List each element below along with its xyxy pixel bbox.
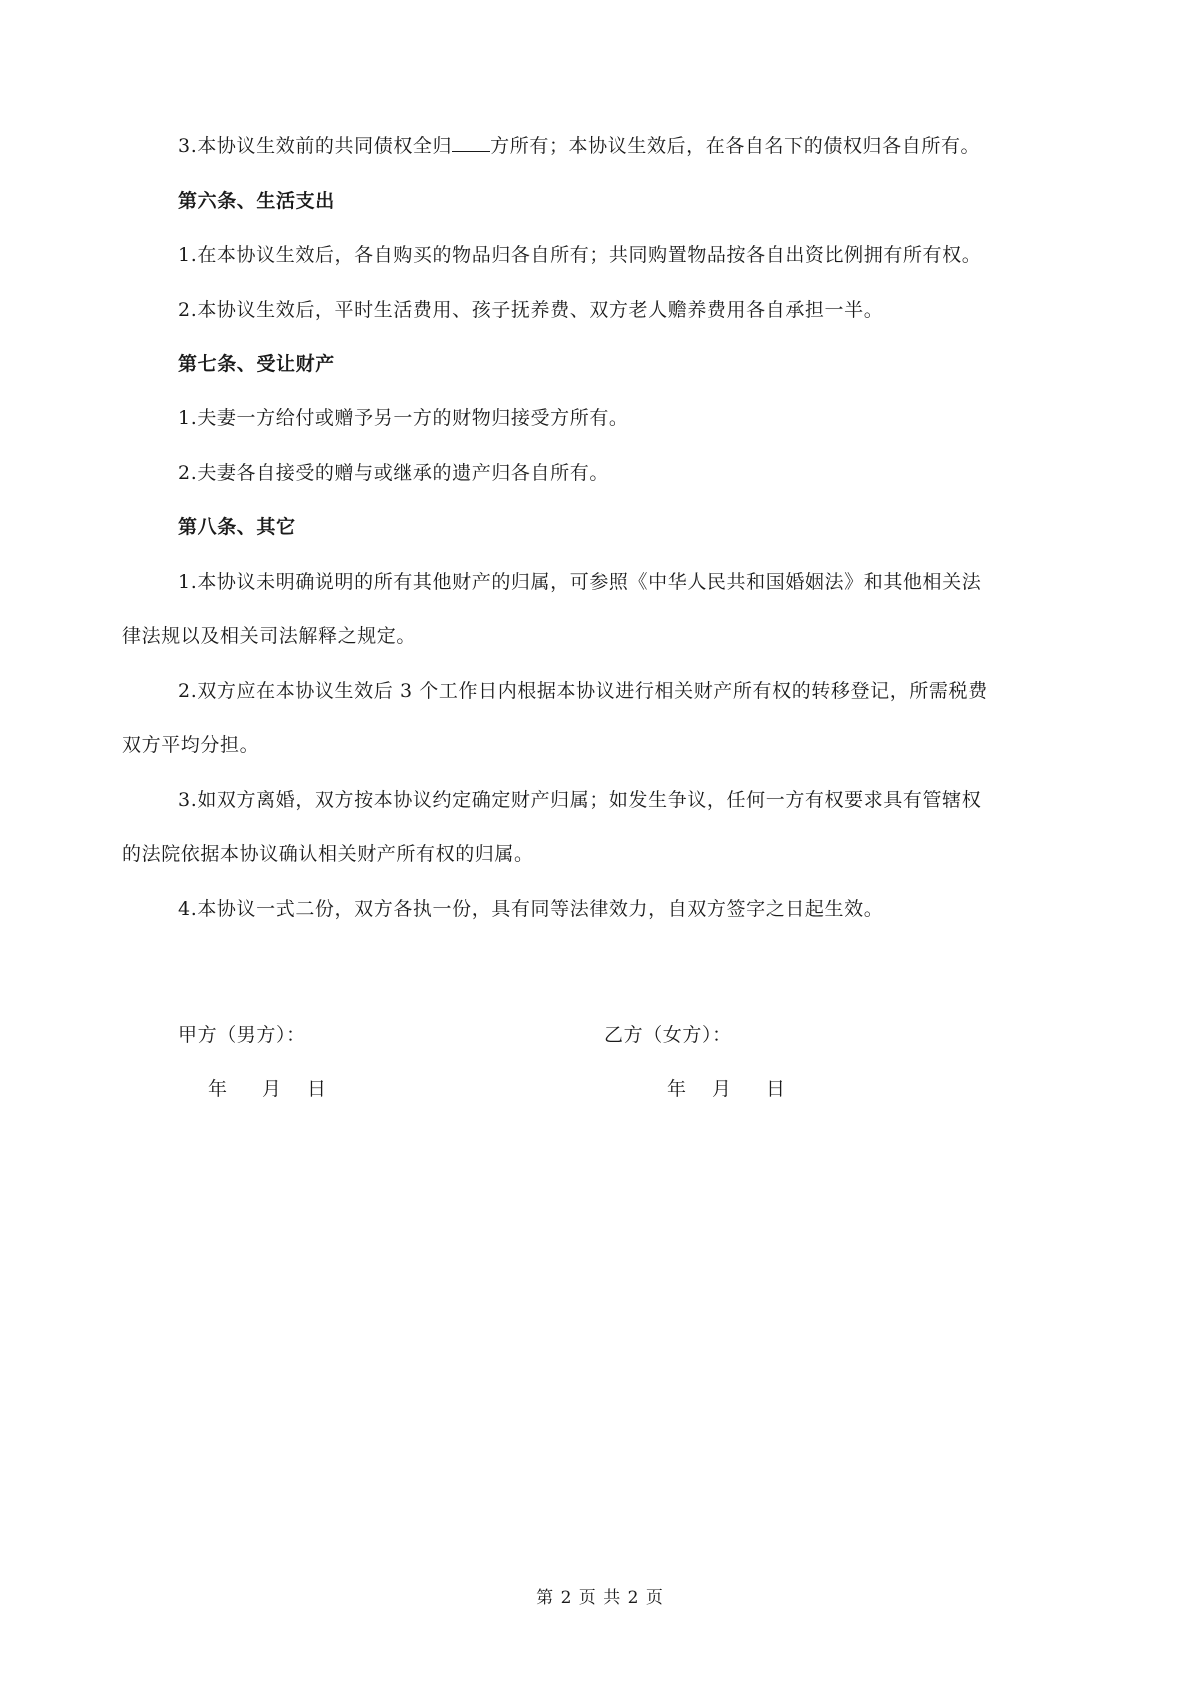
date-year-label: 年 [208,1078,228,1100]
clause-8-2-line2: 双方平均分担。 [122,734,260,756]
article-6-heading: 第六条、生活支出 [178,190,335,212]
clause-5-3 [178,132,980,160]
date-year-label: 年 [667,1078,687,1100]
article-8-heading: 第八条、其它 [178,516,296,538]
clause-8-3-line1: 3.如双方离婚，双方按本协议约定确定财产归属；如发生争议，任何一方有权要求具有管辖权 [178,789,982,811]
clause-6-2: 2.本协议生效后，平时生活费用、孩子抚养费、双方老人赡养费用各自承担一半。 [178,299,884,321]
clause-7-1: 1.夫妻一方给付或赠予另一方的财物归接受方所有。 [178,407,629,429]
fill-blank [452,133,490,152]
clause-6-1: 1.在本协议生效后，各自购买的物品归各自所有；共同购置物品按各自出资比例拥有所有权。 [178,244,982,266]
party-b-signature-label: 乙方（女方）： [604,1024,732,1046]
clause-5-3-pre: 3.本协议生效前的共同债权全归 [178,135,453,157]
clause-8-1-line1: 1.本协议未明确说明的所有其他财产的归属，可参照《中华人民共和国婚姻法》和其他相关法 [178,571,982,593]
clause-5-3-post: 方所有；本协议生效后，在各自名下的债权归各自所有。 [490,135,981,157]
date-month-label: 月 [712,1078,732,1100]
date-month-label: 月 [262,1078,282,1100]
page-number-footer: 第 2 页 共 2 页 [536,1588,664,1608]
clause-8-3-line2: 的法院依据本协议确认相关财产所有权的归属。 [122,843,534,865]
party-a-signature-label: 甲方（男方）： [178,1024,306,1046]
clause-8-1-line2: 律法规以及相关司法解释之规定。 [122,625,417,647]
article-7-heading: 第七条、受让财产 [178,353,335,375]
clause-8-4: 4.本协议一式二份，双方各执一份，具有同等法律效力，自双方签字之日起生效。 [178,898,884,920]
date-day-label: 日 [766,1078,786,1100]
clause-8-2-line1: 2.双方应在本协议生效后 3 个工作日内根据本协议进行相关财产所有权的转移登记，所需税费 [178,680,988,702]
date-day-label: 日 [307,1078,327,1100]
clause-7-2: 2.夫妻各自接受的赠与或继承的遗产归各自所有。 [178,462,609,484]
